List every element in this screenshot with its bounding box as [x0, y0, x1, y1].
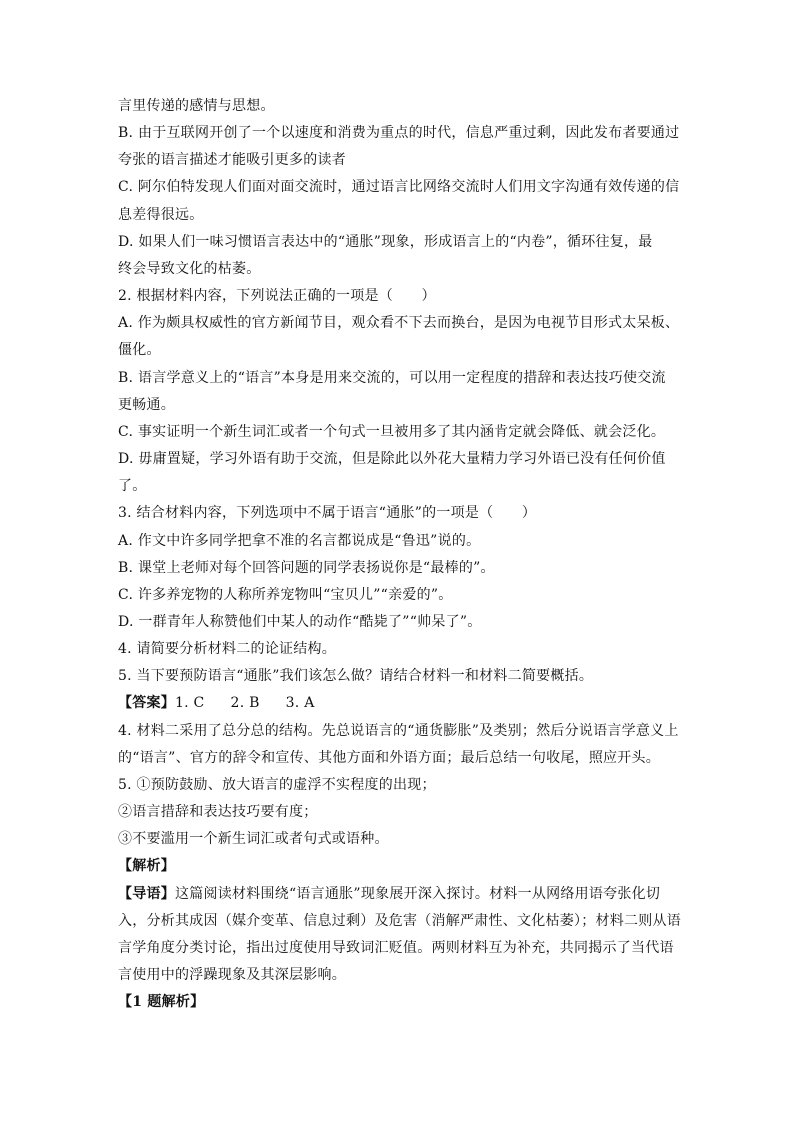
text-line: 终会导致文化的枯萎。: [118, 260, 261, 277]
question-5: 5. 当下要预防语言“通胀”我们该怎么做？请结合材料一和材料二简要概括。: [118, 668, 594, 685]
answer-line: [118, 690, 678, 717]
question-3: 3. 结合材料内容，下列选项中不属于语言“通胀”的一项是（ ）: [118, 505, 537, 522]
text-line: ③不要滥用一个新生词汇或者句式或语种。: [118, 831, 389, 848]
text-line: 的“语言”、官方的辞令和宣传、其他方面和外语方面；最后总结一句收尾，照应开头。: [118, 749, 661, 766]
option-d-line: D. 一群青年人称赞他们中某人的动作“酷毙了”“帅呆了”。: [118, 613, 482, 630]
guide-text: 言学角度分类讨论，指出过度使用导致词汇贬值。两则材料互为补充，共同揭示了当代语: [118, 939, 674, 956]
answer-item: 3. A: [285, 695, 315, 712]
q1-analysis-label: 【1 题解析】: [118, 994, 205, 1011]
option-d-line: D. 毋庸置疑，学习外语有助于交流，但是除此以外花大量精力学习外语已没有任何价值: [118, 451, 666, 468]
guide-text: 入，分析其成因（媒介变革、信息过剩）及危害（消解严肃性、文化枯萎）；材料二则从语: [118, 912, 681, 929]
text-line: 僵化。: [118, 342, 161, 359]
text-line: 了。: [118, 478, 147, 495]
option-b-line: B. 课堂上老师对每个回答问题的同学表扬说你是“最棒的”。: [118, 559, 495, 576]
option-a-line: A. 作文中许多同学把拿不准的名言都说成是“鲁迅”说的。: [118, 532, 481, 549]
option-b-line: B. 由于互联网开创了一个以速度和消费为重点的时代，信息严重过剩，因此发布者要通过: [118, 125, 680, 142]
text-line: 息差得很远。: [118, 206, 204, 223]
guide-text: 言使用中的浮躁现象及其深层影响。: [118, 967, 346, 983]
option-d-line: D. 如果人们一味习惯语言表达中的“通胀”现象，形成语言上的“内卷”，循环往复，最: [118, 233, 653, 250]
option-c-line: C. 阿尔伯特发现人们面对面交流时，通过语言比网络交流时人们用文字沟通有效传递的信: [118, 179, 680, 196]
text-line: ②语言措辞和表达技巧要有度；: [118, 804, 318, 821]
guide-text: 这篇阅读材料围绕“语言通胀”现象展开深入探讨。材料一从网络用语夸张化切: [175, 885, 661, 902]
option-b-line: B. 语言学意义上的“语言”本身是用来交流的，可以用一定程度的措辞和表达技巧使交流: [118, 369, 666, 386]
guide-line: [118, 881, 678, 908]
question-2: 2. 根据材料内容，下列说法正确的一项是（ ）: [118, 288, 436, 305]
answer-label: 【答案】: [118, 695, 175, 712]
text-line: 更畅通。: [118, 396, 175, 413]
answer-item: 2. B: [230, 695, 260, 712]
answer-4-line: 4. 材料二采用了总分总的结构。先总说语言的“通货膨胀”及类别；然后分说语言学意义上: [118, 722, 679, 739]
option-c-line: C. 事实证明一个新生词汇或者一个句式一旦被用多了其内涵肯定就会降低、就会泛化。: [118, 423, 666, 440]
answer-5-line: 5. ①预防鼓励、放大语言的虚浮不实程度的出现；: [118, 776, 436, 793]
answer-item: 1. C: [175, 695, 205, 712]
document-page: [118, 93, 681, 1016]
question-4: 4. 请简要分析材料二的论证结构。: [118, 641, 337, 658]
option-c-line: C. 许多养宠物的人称所养宠物叫“宝贝儿”“亲爱的”。: [118, 586, 453, 603]
analysis-label: 【解析】: [118, 858, 175, 875]
option-a-line: A. 作为颇具权威性的官方新闻节目，观众看不下去而换台，是因为电视节目形式太呆板、: [118, 315, 680, 332]
text-line: 夸张的语言描述才能吸引更多的读者: [118, 152, 346, 169]
guide-label: 【导语】: [118, 885, 175, 902]
text-line: 言里传递的感情与思想。: [118, 98, 275, 114]
